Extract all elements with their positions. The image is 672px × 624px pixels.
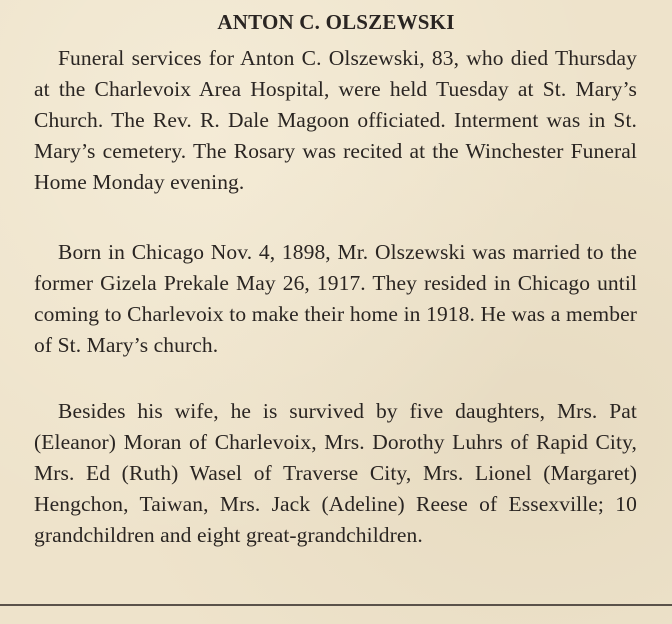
obituary-paragraph-funeral: Funeral services for Anton C. Olszewski, 83, who died Thursday at the Charlevoix Area Hospital, were held Tuesday at St. Mary’s Church. The Rev. R. Dale Magoon officiated. Interment was in St. Mary’s cemetery. The Rosary was recited at the Winchester Funeral Home Monday evening. <box>34 46 637 194</box>
obituary-paragraph-biography: Born in Chicago Nov. 4, 1898, Mr. Olszewski was married to the former Gizela Prekale May 26, 1917. They resided in Chicago until coming to Charlevoix to make their home in 1918. He was a member of St. Mary’s church. <box>34 240 637 357</box>
obituary-paragraph-survivors: Besides his wife, he is survived by five daughters, Mrs. Pat (Eleanor) Moran of Charlevoix, Mrs. Dorothy Luhrs of Rapid City, Mrs. Ed (Ruth) Wasel of Traverse City, Mrs. Lionel (Margaret) Hengchon, Taiwan, Mrs. Jack (Adeline) Reese of Essexville; 10 grandchildren and eight great-grandchildren. <box>34 399 637 547</box>
column-divider-rule <box>0 604 672 606</box>
obituary-headline: ANTON C. OLSZEWSKI <box>217 10 455 34</box>
